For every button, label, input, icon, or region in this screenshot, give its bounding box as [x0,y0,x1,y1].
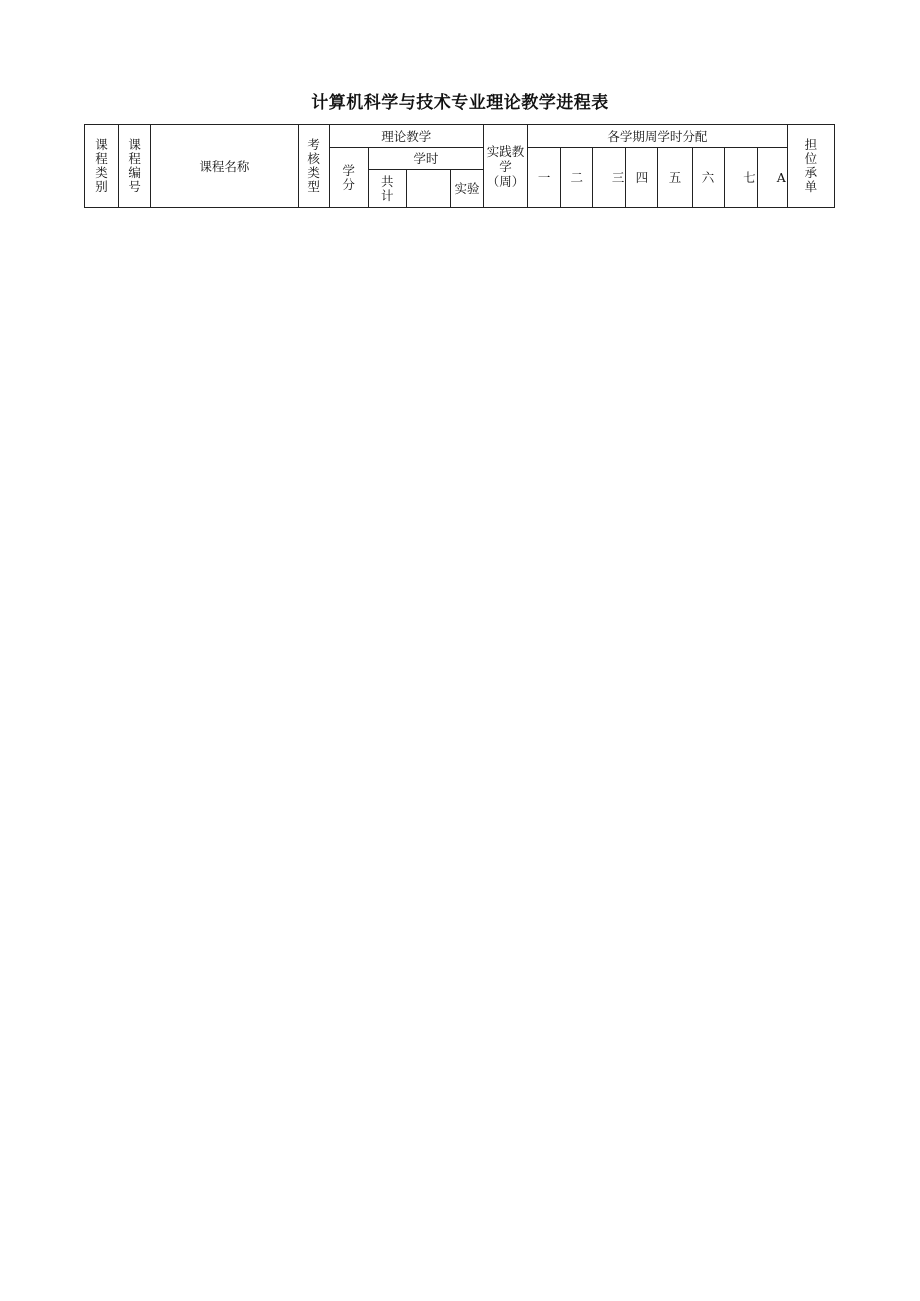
header-category: 课 程 类 别 [85,125,119,208]
header-exp: 实验 [450,170,483,208]
header-course-name: 课程名称 [151,125,298,208]
header-total: 共 计 [368,170,406,208]
header-code: 课 程 编 号 [119,125,151,208]
header-practice: 实践教学（周） [484,125,528,208]
header-sem-4: 四 [626,148,658,208]
header-credit: 学 分 [329,148,368,208]
header-sem-3: 三 [593,148,626,208]
header-lecture [406,170,450,208]
header-sem-6: 六 [692,148,724,208]
header-exam-type: 考 核 类 型 [298,125,329,208]
header-dept: 担 位 承 单 [787,125,834,208]
header-sem-a: A [757,148,787,208]
header-semesters: 各学期周学时分配 [528,125,788,148]
header-hours: 学时 [368,148,483,170]
header-sem-1: 一 [528,148,561,208]
header-sem-5: 五 [658,148,692,208]
curriculum-table [84,124,835,208]
header-sem-7: 七 [724,148,757,208]
header-sem-2: 二 [561,148,593,208]
page-title: 计算机科学与技术专业理论教学进程表 [311,93,609,113]
header-theory: 理论教学 [329,125,483,148]
